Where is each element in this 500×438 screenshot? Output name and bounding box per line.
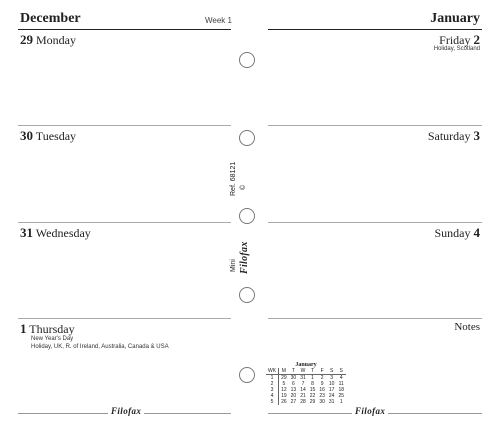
day-entry-tuesday[interactable] (20, 128, 76, 144)
calendar-cell: 24 (328, 393, 335, 399)
holiday-note: Holiday, UK, R. of Ireland, Australia, Canada & USA (31, 344, 169, 350)
holiday-note: Holiday, Scotland (433, 46, 480, 52)
calendar-cell: 1 (311, 375, 314, 381)
binder-hole (239, 52, 255, 68)
calendar-cell: 25 (338, 393, 344, 399)
calendar-cell: 2 (266, 381, 279, 387)
calendar-cell: 9 (320, 381, 324, 387)
day-name: Tuesday (35, 129, 77, 143)
day-divider (18, 318, 231, 319)
calendar-cell: 2 (320, 375, 324, 381)
left-footer-brand-logo: Filofax (108, 406, 144, 416)
day-number: 30 (20, 128, 33, 143)
mini-calendar (266, 362, 346, 405)
calendar-cell: 3 (330, 375, 334, 381)
calendar-cell: 30 (319, 399, 325, 405)
day-entry-wednesday[interactable] (20, 225, 91, 241)
notes-label: Notes (454, 321, 480, 333)
calendar-cell: 30 (290, 375, 297, 381)
day-entry-monday[interactable] (20, 32, 76, 48)
calendar-cell: 4 (266, 393, 279, 399)
calendar-cell: 1 (339, 399, 343, 405)
calendar-cell: 1 (266, 375, 279, 382)
calendar-cell: 6 (292, 381, 295, 387)
binder-hole (239, 287, 255, 303)
day-number: 4 (473, 225, 480, 240)
mini-calendar-title: January (295, 362, 317, 368)
day-name: Thursday (29, 322, 75, 336)
calendar-cell: 21 (300, 393, 306, 399)
day-entry-thursday[interactable] (20, 321, 75, 337)
calendar-cell: 16 (319, 387, 325, 393)
calendar-cell: 5 (266, 399, 279, 405)
calendar-cell: 31 (300, 375, 306, 381)
calendar-header: F (317, 368, 327, 375)
calendar-week-row (266, 399, 346, 405)
left-month-title: December (20, 11, 81, 26)
binder-hole (239, 367, 255, 383)
day-name: Sunday (434, 226, 471, 240)
calendar-cell: 15 (309, 387, 316, 393)
day-number: 1 (20, 321, 27, 336)
day-number: 29 (20, 32, 33, 47)
calendar-header: S (327, 368, 337, 375)
calendar-cell: 10 (328, 381, 335, 387)
calendar-header: T (289, 368, 299, 375)
day-number: 2 (473, 32, 480, 47)
calendar-header: T (308, 368, 318, 375)
calendar-cell: 31 (328, 399, 335, 405)
calendar-cell: 29 (281, 375, 287, 381)
right-footer-brand-logo: Filofax (352, 406, 388, 416)
calendar-cell: 22 (309, 393, 316, 399)
binder-hole (239, 130, 255, 146)
day-divider (268, 222, 482, 223)
calendar-header: W (298, 368, 308, 375)
calendar-cell: 29 (309, 399, 316, 405)
day-number: 31 (20, 225, 33, 240)
calendar-cell: 18 (338, 387, 344, 393)
calendar-cell: 8 (311, 381, 314, 387)
calendar-header: M (279, 368, 289, 375)
calendar-cell: 13 (290, 387, 297, 393)
day-name: Saturday (427, 129, 471, 143)
copyright-mark: © (240, 184, 247, 190)
calendar-cell: 23 (319, 393, 325, 399)
right-header-rule (268, 29, 482, 30)
day-divider (18, 125, 231, 126)
calendar-cell: 5 (282, 381, 286, 387)
calendar-cell: 28 (300, 399, 306, 405)
day-number: 3 (473, 128, 480, 143)
calendar-cell: 19 (281, 393, 287, 399)
calendar-cell: 26 (281, 399, 287, 405)
right-month-title: January (430, 11, 480, 26)
reference-code: Ref. 68121 (230, 161, 237, 196)
calendar-header: S (336, 368, 346, 375)
binder-hole (239, 208, 255, 224)
day-entry-sunday[interactable] (435, 225, 481, 241)
day-name: Friday (439, 33, 471, 47)
calendar-cell: 12 (281, 387, 287, 393)
calendar-header: WK (266, 368, 279, 375)
calendar-cell: 7 (301, 381, 305, 387)
calendar-cell: 14 (300, 387, 306, 393)
day-divider (268, 125, 482, 126)
calendar-cell: 27 (290, 399, 297, 405)
left-header-rule (18, 29, 231, 30)
calendar-cell: 11 (338, 381, 344, 387)
day-divider (18, 222, 231, 223)
spine-brand-logo: Filofax (239, 241, 250, 274)
holiday-name: New Year's Day (31, 336, 74, 342)
day-name: Monday (36, 33, 76, 47)
mini-calendar-grid (266, 368, 346, 405)
calendar-cell: 20 (290, 393, 297, 399)
day-divider (268, 318, 482, 319)
calendar-cell: 4 (339, 375, 343, 381)
day-name: Wednesday (35, 226, 91, 240)
calendar-cell: 3 (266, 387, 279, 393)
week-number: Week 1 (205, 16, 232, 25)
day-entry-saturday[interactable] (428, 128, 480, 144)
calendar-cell: 17 (328, 387, 335, 393)
size-label: Mini (230, 259, 237, 272)
